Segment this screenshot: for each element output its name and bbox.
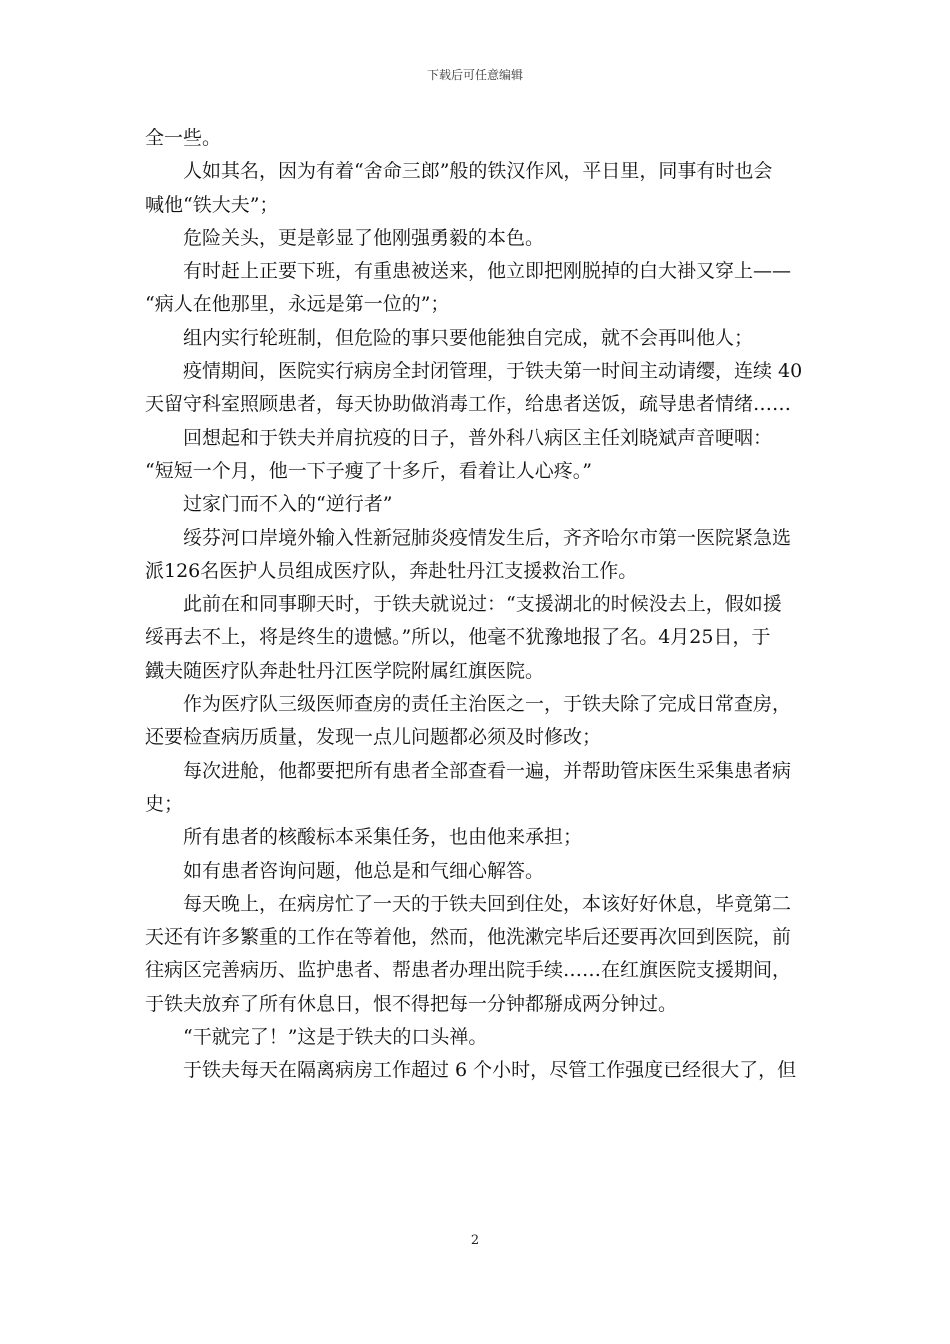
text-line: 绥芬河口岸境外输入性新冠肺炎疫情发生后，齐齐哈尔市第一医院紧急选: [183, 526, 792, 549]
text-line: 派126名医护人员组成医疗队，奔赴牡丹江支援救治工作。: [145, 559, 638, 582]
page-header: 下载后可任意编辑: [426, 68, 523, 82]
text-line: 组内实行轮班制，但危险的事只要他能独自完成，就不会再叫他人；: [183, 326, 754, 349]
text-line: 全一些。: [145, 127, 222, 149]
text-line: 鐵夫随医疗队奔赴牡丹江医学院附属红旗医院。: [145, 659, 545, 682]
text-line: 过家门而不入的“逆行者”: [183, 493, 393, 516]
text-line: 回想起和于铁夫并肩抗疫的日子，普外科八病区主任刘晓斌声音哽咽：: [183, 426, 773, 449]
text-line: 天留守科室照顾患者，每天协助做消毒工作，给患者送饭，疏导患者情绪……: [145, 393, 792, 416]
text-line: 每次进舱，他都要把所有患者全部查看一遍，并帮助管床医生采集患者病: [183, 759, 792, 782]
text-line: 于铁夫放弃了所有休息日，恨不得把每一分钟都掰成两分钟过。: [145, 992, 678, 1015]
text-line: “病人在他那里，永远是第一位的”；: [145, 293, 450, 316]
text-line: 于铁夫每天在隔离病房工作超过 6 个小时，尽管工作强度已经很大了，但: [183, 1059, 797, 1082]
text-line: 危险关头，更是彰显了他刚强勇毅的本色。: [183, 226, 545, 249]
text-line: 史；: [145, 792, 184, 815]
text-line: 往病区完善病历、监护患者、帮患者办理出院手续……在红旗医院支援期间，: [145, 959, 792, 982]
text-line: 人如其名，因为有着“舍命三郎”般的铁汉作风，平日里，同事有时也会: [183, 160, 773, 183]
text-line: 绥再去不上，将是终生的遗憾。”所以，他毫不犹豫地报了名。4月25日，于: [145, 626, 771, 649]
text-line: 作为医疗队三级医师查房的责任主治医之一，于铁夫除了完成日常查房，: [183, 693, 792, 716]
text-line: “干就完了！”这是于铁夫的口头禅。: [183, 1026, 488, 1049]
text-line: 此前在和同事聊天时，于铁夫就说过：“支援湖北的时候没去上，假如援: [183, 593, 782, 616]
text-line: 喊他“铁大夫”；: [145, 193, 279, 216]
text-line: 还要检查病历质量，发现一点儿问题都必须及时修改；: [145, 726, 602, 749]
text-line: 有时赶上正要下班，有重患被送来，他立即把刚脱掉的白大褂又穿上——: [183, 260, 792, 283]
text-line: 疫情期间，医院实行病房全封闭管理，于铁夫第一时间主动请缨，连续 40: [183, 360, 803, 383]
text-line: “短短一个月，他一下子瘦了十多斤，看着让人心疼。”: [145, 459, 592, 482]
document-body: [145, 122, 807, 1088]
text-line: 如有患者咨询问题，他总是和气细心解答。: [183, 859, 545, 882]
text-line: 每天晚上，在病房忙了一天的于铁夫回到住处，本该好好休息，毕竟第二: [183, 892, 792, 915]
page-number: 2: [470, 1233, 480, 1248]
text-line: 天还有许多繁重的工作在等着他，然而，他洗漱完毕后还要再次回到医院，前: [145, 926, 792, 949]
text-line: 所有患者的核酸标本采集任务，也由他来承担；: [183, 826, 583, 849]
